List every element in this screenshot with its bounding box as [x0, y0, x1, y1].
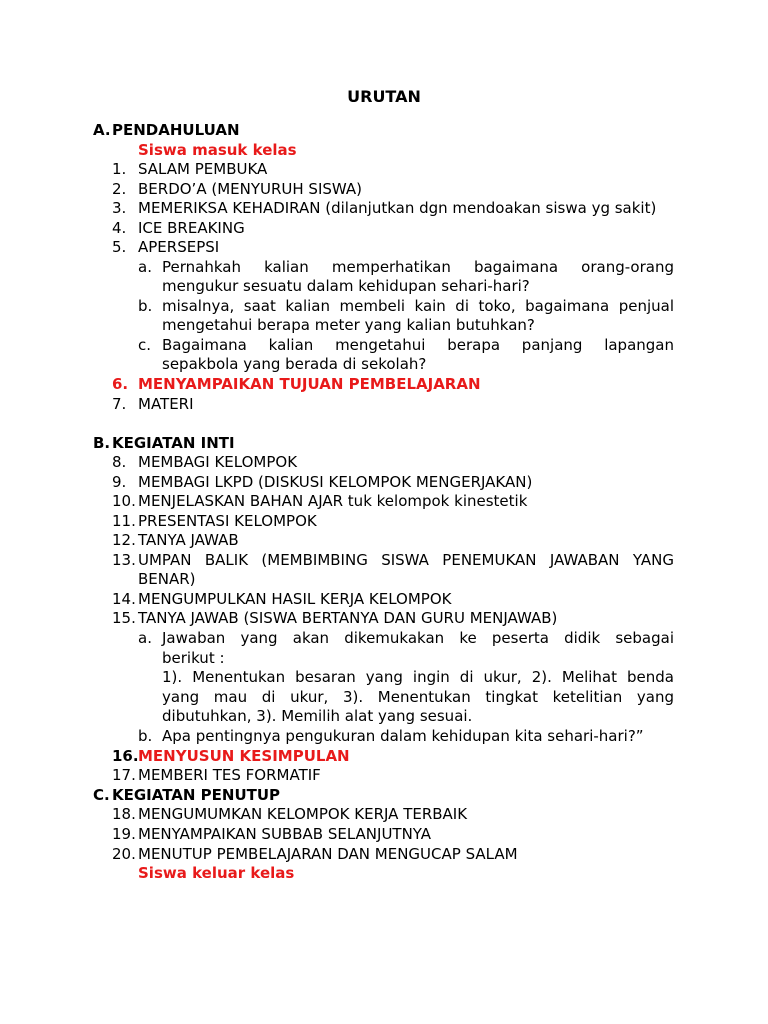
subitem-text: mengukur sesuatu dalam kehidupan sehari-hari? [162, 277, 530, 295]
item-number: 18. [112, 805, 136, 823]
item-text: MENGUMPULKAN HASIL KERJA KELOMPOK [138, 590, 452, 608]
subitem-text: mengetahui berapa meter yang kalian butuhkan? [162, 316, 535, 334]
item-number: 20. [112, 845, 136, 863]
item-text: MEMBAGI KELOMPOK [138, 453, 298, 471]
subitem-text: Jawaban yang akan dikemukakan ke peserta didik sebagai [162, 629, 674, 647]
item-text: MENUTUP PEMBELAJARAN DAN MENGUCAP SALAM [138, 845, 518, 863]
item-text: BERDO’A (MENYURUH SISWA) [138, 180, 363, 198]
subitem-label: c. [138, 336, 152, 354]
end-note: Siswa keluar kelas [138, 864, 295, 882]
item-number: 6. [112, 375, 129, 393]
item-text: BENAR) [138, 570, 196, 588]
item-text: MEMBAGI LKPD (DISKUSI KELOMPOK MENGERJAKAN) [138, 473, 533, 491]
item-text: APERSEPSI [138, 238, 220, 256]
item-number: 2. [112, 180, 127, 198]
item-text: TANYA JAWAB [138, 531, 239, 549]
item-text: MENYAMPAIKAN SUBBAB SELANJUTNYA [138, 825, 432, 843]
subitem-text: Pernahkah kalian memperhatikan bagaimana orang-orang [162, 258, 674, 276]
item-number: 10. [112, 492, 136, 510]
item-number: 17. [112, 766, 136, 784]
subitem-label: a. [138, 629, 152, 647]
item-number: 19. [112, 825, 136, 843]
item-number: 8. [112, 453, 127, 471]
subitem-text: sepakbola yang berada di sekolah? [162, 355, 427, 373]
section-c-title: KEGIATAN PENUTUP [112, 786, 281, 804]
section-b-label: B. [93, 434, 111, 452]
item-text: TANYA JAWAB (SISWA BERTANYA DAN GURU MENJAWAB) [138, 609, 558, 627]
item-text: PRESENTASI KELOMPOK [138, 512, 317, 530]
item-number: 16. [112, 747, 139, 765]
item-text: MENYUSUN KESIMPULAN [138, 747, 350, 765]
section-b-title: KEGIATAN INTI [112, 434, 235, 452]
item-text: MEMERIKSA KEHADIRAN (dilanjutkan dgn mendoakan siswa yg sakit) [138, 199, 657, 217]
item-text: MENJELASKAN BAHAN AJAR tuk kelompok kinestetik [138, 492, 528, 510]
subitem-label: a. [138, 258, 152, 276]
item-number: 12. [112, 531, 136, 549]
item-text: MENYAMPAIKAN TUJUAN PEMBELAJARAN [138, 375, 481, 393]
item-number: 11. [112, 512, 136, 530]
subitem-label: b. [138, 727, 153, 745]
item-number: 13. [112, 551, 136, 569]
item-number: 1. [112, 160, 127, 178]
section-a-note: Siswa masuk kelas [138, 141, 297, 159]
item-number: 15. [112, 609, 136, 627]
item-text: MATERI [138, 395, 194, 413]
item-number: 5. [112, 238, 127, 256]
subitem-text: 1). Menentukan besaran yang ingin di ukur, 2). Melihat benda [162, 668, 674, 686]
item-text: MEMBERI TES FORMATIF [138, 766, 321, 784]
subitem-text: misalnya, saat kalian membeli kain di toko, bagaimana penjual [162, 297, 674, 315]
subitem-text: dibutuhkan, 3). Memilih alat yang sesuai. [162, 707, 473, 725]
page-title: URUTAN [347, 87, 421, 106]
item-number: 9. [112, 473, 127, 491]
subitem-text: berikut : [162, 649, 225, 667]
item-text: ICE BREAKING [138, 219, 245, 237]
subitem-label: b. [138, 297, 153, 315]
item-number: 7. [112, 395, 127, 413]
section-a-label: A. [93, 121, 111, 139]
subitem-text: yang mau di ukur, 3). Menentukan tingkat ketelitian yang [162, 688, 674, 706]
item-number: 14. [112, 590, 136, 608]
item-text: MENGUMUMKAN KELOMPOK KERJA TERBAIK [138, 805, 468, 823]
subitem-text: Bagaimana kalian mengetahui berapa panjang lapangan [162, 336, 674, 354]
item-text: SALAM PEMBUKA [138, 160, 268, 178]
subitem-text: Apa pentingnya pengukuran dalam kehidupan kita sehari-hari?” [162, 727, 644, 745]
section-a-title: PENDAHULUAN [112, 121, 240, 139]
section-c-label: C. [93, 786, 110, 804]
item-text: UMPAN BALIK (MEMBIMBING SISWA PENEMUKAN JAWABAN YANG [138, 551, 674, 569]
item-number: 3. [112, 199, 127, 217]
item-number: 4. [112, 219, 127, 237]
